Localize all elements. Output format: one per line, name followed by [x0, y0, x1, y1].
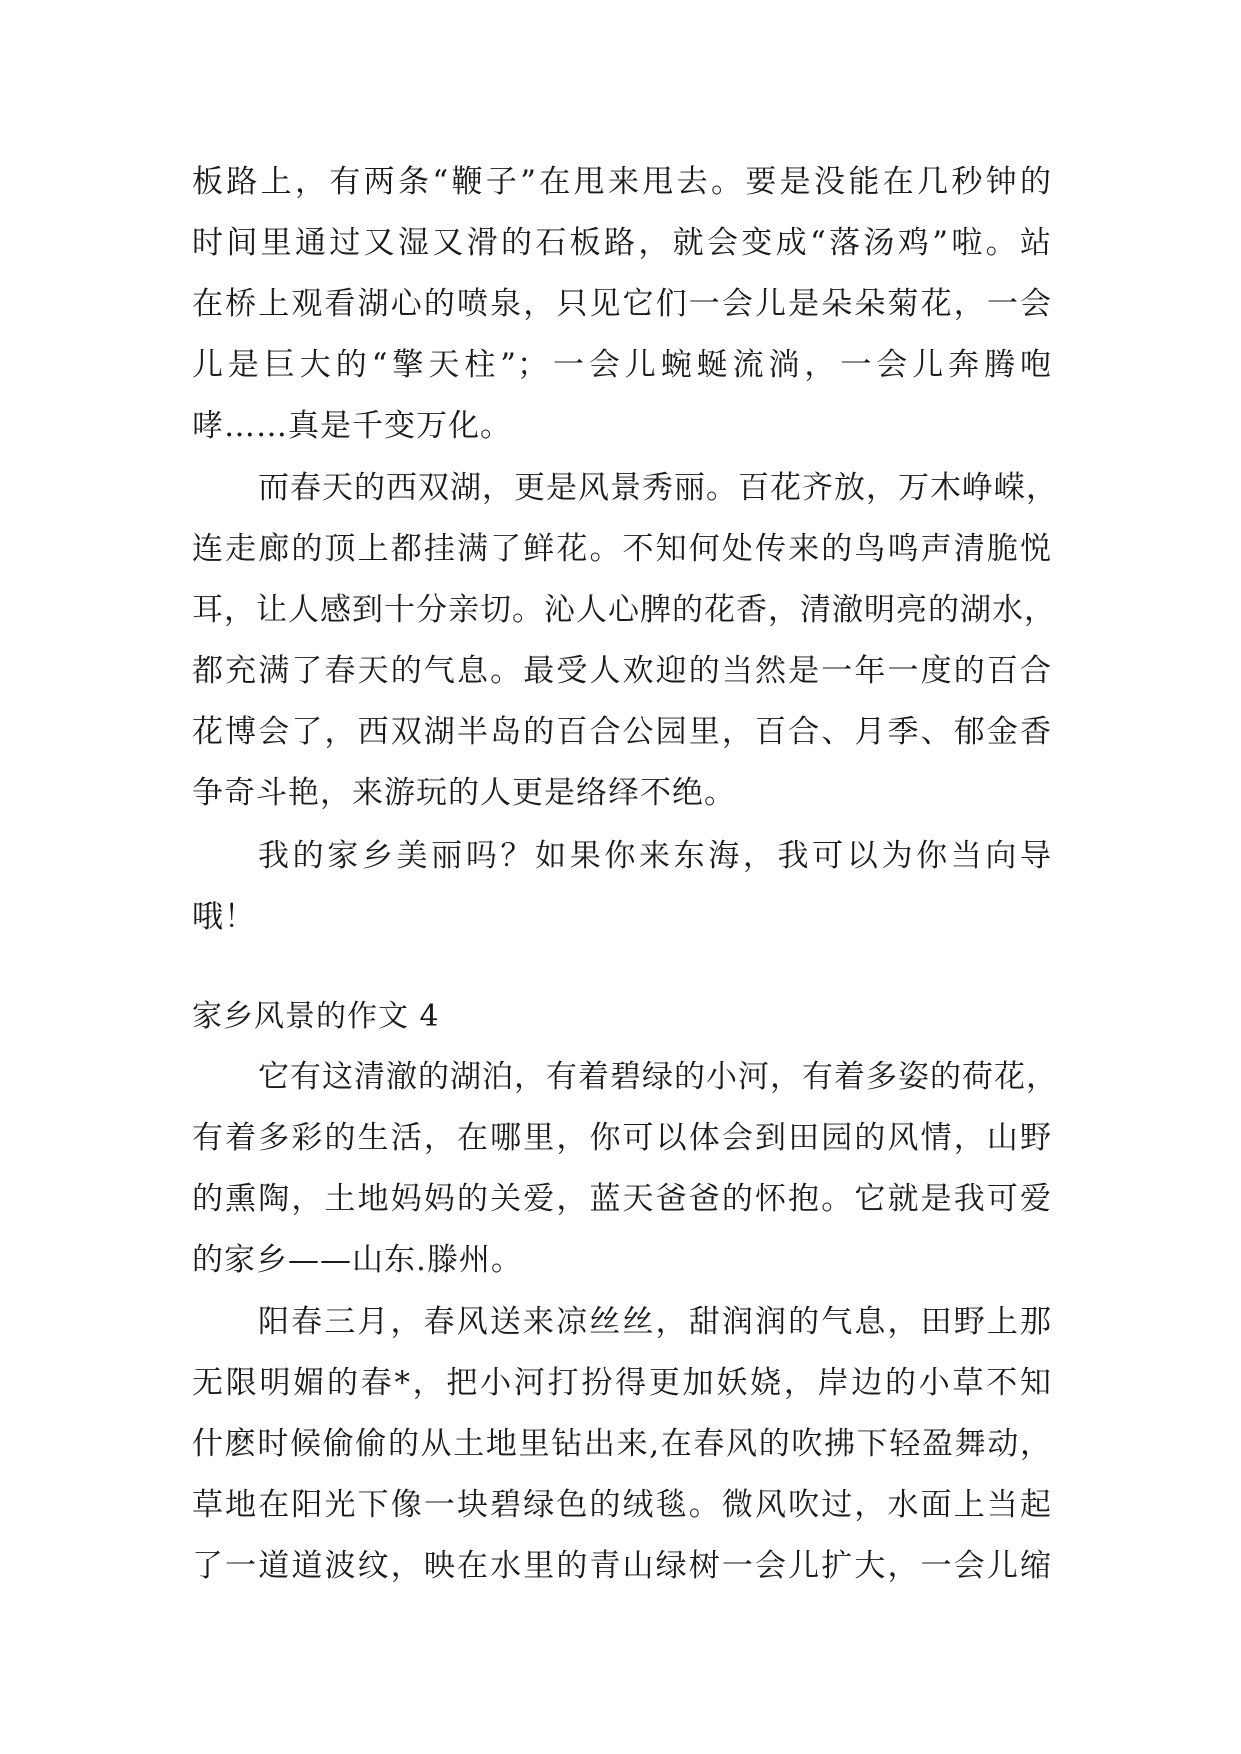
text-line: 阳春三月，春风送来凉丝丝，甜润润的气息，田野上那 — [258, 1304, 1052, 1340]
text-line: 无限明媚的春*，把小河打扮得更加妖娆，岸边的小草不知 — [192, 1365, 1052, 1401]
paragraph-hometown-intro — [192, 1047, 1058, 1291]
paragraph-spring-lake — [192, 458, 1058, 824]
text-line: 争奇斗艳，来游玩的人更是络绎不绝。 — [192, 775, 736, 811]
text-line: 它有这清澈的湖泊，有着碧绿的小河，有着多姿的荷花， — [258, 1059, 1058, 1095]
text-line: 板路上，有两条“鞭子”在甩来甩去。要是没能在几秒钟的 — [192, 164, 1052, 200]
text-line: 连走廊的顶上都挂满了鲜花。不知何处传来的鸟鸣声清脆悦 — [192, 531, 1052, 567]
section-heading-block — [192, 986, 1052, 1047]
text-line: 花博会了，西双湖半岛的百合公园里，百合、月季、郁金香 — [192, 714, 1052, 750]
paragraph-invitation — [192, 826, 1052, 948]
text-line: 了一道道波纹，映在水里的青山绿树一会儿扩大，一会儿缩 — [192, 1548, 1052, 1584]
text-line: 哮……真是千变万化。 — [192, 408, 512, 444]
paragraph-spring-march — [192, 1292, 1052, 1597]
paragraph-continuation — [192, 152, 1052, 457]
text-line: 我的家乡美丽吗？如果你来东海，我可以为你当向导 — [258, 838, 1052, 874]
text-line: 草地在阳光下像一块碧绿色的绒毯。微风吹过，水面上当起 — [192, 1487, 1052, 1523]
text-line: 都充满了春天的气息。最受人欢迎的当然是一年一度的百合 — [192, 653, 1052, 689]
text-line: 有着多彩的生活，在哪里，你可以体会到田园的风情，山野 — [192, 1120, 1052, 1156]
text-line: 而春天的西双湖，更是风景秀丽。百花齐放，万木峥嵘， — [258, 470, 1058, 506]
text-line: 时间里通过又湿又滑的石板路，就会变成“落汤鸡”啦。站 — [192, 225, 1052, 261]
text-line: 的熏陶，土地妈妈的关爱，蓝天爸爸的怀抱。它就是我可爱 — [192, 1181, 1052, 1217]
text-line: 的家乡——山东.滕州。 — [192, 1242, 523, 1278]
text-line: 耳，让人感到十分亲切。沁人心脾的花香，清澈明亮的湖水， — [192, 592, 1056, 628]
text-line: 在桥上观看湖心的喷泉，只见它们一会儿是朵朵菊花，一会 — [192, 286, 1052, 322]
section-heading: 家乡风景的作文 4 — [192, 999, 440, 1034]
text-line: 儿是巨大的“擎天柱”；一会儿蜿蜒流淌，一会儿奔腾咆 — [192, 347, 1052, 383]
text-line: 哦！ — [192, 899, 256, 935]
text-line: 什麽时候偷偷的从土地里钻出来,在春风的吹拂下轻盈舞动， — [192, 1426, 1052, 1462]
